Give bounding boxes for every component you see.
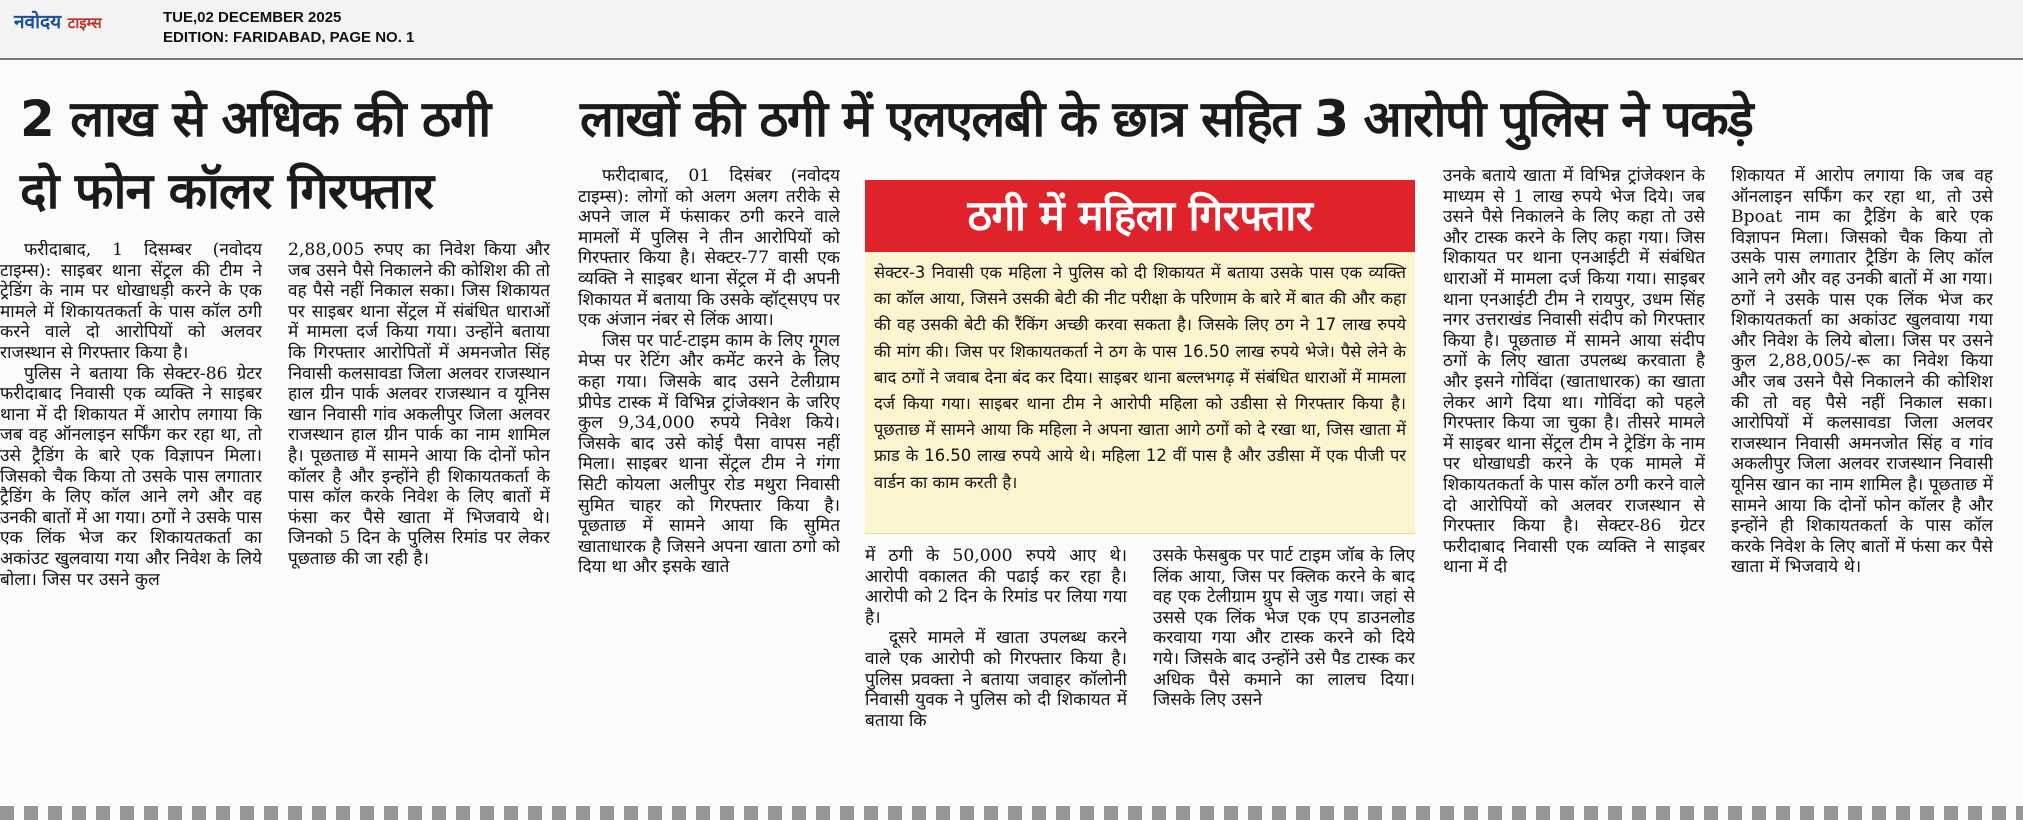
story2-paragraph: उसके फेसबुक पर पार्ट टाइम जॉब के लिए लिंक आया, जिस पर क्लिक करने के बाद वह एक टेलीग्राम ग्रुप से जुड गया। जहां से उससे एक लिंक भेज एक एप डाउनलोड करवाया गया और टास्क करने को दिये गये। जिसके बाद उन्होंने उसे पैड टास्क कर अधिक पैसे कमाने का लालच दिया। जिसके लिए उसने [1153, 546, 1415, 711]
story1-paragraph: फरीदाबाद, 1 दिसम्बर (नवोदय टाइम्स): साइबर थाना सेंट्रल की टीम ने ट्रेडिंग के नाम पर धोखाधड़ी करने के एक मामले में शिकायतकर्ता के पास कॉल ठगी करने वाले दो आरोपियों को अलवर राजस्थान से गिरफ्तार किया है। [0, 240, 262, 363]
page-header [0, 0, 2023, 60]
logo-text: नवोदय [14, 11, 62, 33]
story2-column-2b [1153, 546, 1415, 796]
logo-subtext: टाइम्स [67, 14, 102, 32]
story1-column-1 [0, 240, 262, 788]
story1-paragraph: 2,88,005 रुपए का निवेश किया और जब उसने पैसे निकालने की कोशिश की तो वह पैसे नहीं निकाल सका। जिस शिकायत पर साइबर थाना सेंट्रल में संबंधित धाराओं में मामला दर्ज किया गया। उन्होंने बताया कि गिरफ्तार आरोपितों में अमनजोत सिंह निवासी कलसावडा जिला अलवर राजस्थान हाल ग्रीन पार्क अलवर राजस्थान व यूनिस खान निवासी गांव अकलीपुर जिला अलवर राजस्थान हाल ग्रीन पार्क का नाम शामिल है। पूछताछ में सामने आया कि दोनों फोन कॉलर है और इन्होंने ही शिकायतकर्ता के पास कॉल करके निवेश के लिए बातों में फंसा कर पैसे खाता में भिजवाये थे। जिनको 5 दिन के पुलिस रिमांड पर लेकर पूछताछ की जा रही है। [288, 240, 550, 569]
story1-headline-line1: 2 लाख से अधिक की ठगी [20, 90, 491, 148]
story2-paragraph: जिस पर पार्ट-टाइम काम के लिए गूगल मेप्स पर रेटिंग और कमेंट करने के लिए कहा गया। जिसके बाद उसने टेलीग्राम प्रीपेड टास्क में विभिन्न ट्रांजेक्शन के जरिए कुल 9,34,000 रुपये निवेश किये। जिसके बाद उसे कोई पैसा वापस नहीं मिला। साइबर थाना सेंट्रल टीम ने गंगा सिटी कोयला अलीपुर रोड मथुरा निवासी सुमित चाहर को गिरफ्तार किया है। पूछताछ में सामने आया कि सुमित खाताधारक है जिसने अपना खाता ठगो को दिया था और इसके खाते [578, 330, 840, 578]
story2-headline: लाखों की ठगी में एलएलबी के छात्र सहित 3 आरोपी पुलिस ने पकड़े [580, 90, 1753, 148]
box-banner: ठगी में महिला गिरफ्तार [865, 180, 1415, 252]
story2-paragraph: शिकायत में आरोप लगाया कि जब वह ऑनलाइन सर्फिंग कर रहा था, तो उसे Bpoat नाम का ट्रैडिंग के बारे एक विज्ञापन मिला। जिसको चैक किया तो उसके पास लगातार ट्रैडिंग के लिए कॉल आने लगे और वह उनकी बातों में आ गया। ठगों ने उसके पास एक लिंक भेज कर शिकायतकर्ता का अकांउट खुलवाया गया और निवेश के लिये बोला। जिस पर उसने कुल 2,88,005/-रू का निवेश किया और जब उसने पैसे निकालने की कोशिश की तो वह पैसे नहीं निकाल सका। आरोपियों में कलसावडा जिला अलवर राजस्थान निवासी अमनजोत सिंह व गांव अकलीपुर जिला अलवर राजस्थान निवासी यूनिस खान का नाम शामिल है। पूछताछ में सामने आया कि दोनों फोन कॉलर है और इन्होंने ही शिकायतकर्ता के पास कॉल करके निवेश के लिए बातों में फंसा कर पैसे खाता में भिजवाये थे। [1731, 166, 1993, 578]
edition-info [163, 8, 414, 48]
story2-paragraph: दूसरे मामले में खाता उपलब्ध करने वाले एक आरोपी को गिरफ्तार किया है। पुलिस प्रवक्ता ने बताया जवाहर कॉलोनी निवासी युवक ने पुलिस को दी शिकायत में बताया कि [865, 628, 1127, 731]
story2-column-3 [1443, 166, 1705, 796]
story1-column-2 [288, 240, 550, 788]
story1-headline-line2: दो फोन कॉलर गिरफ्तार [20, 162, 434, 220]
story2-paragraph: उनके बताये खाता में विभिन्न ट्रांजेक्शन के माध्यम से 1 लाख रुपये भेज दिये। जब उसने पैसे निकालने के लिए कहा तो उसे और टास्क करने के लिए कहा गया। जिस शिकायत पर थाना एनआईटी में संबंधित धाराओं में मामला दर्ज किया गया। साइबर थाना एनआईटी टीम ने रायपुर, उधम सिंह नगर उत्तराखंड निवासी संदीप को गिरफ्तार किया है। पूछताछ में सामने आया संदीप ठगों के लिए खाता उपलब्ध करवाता है और इसने गोविंदा (खाताधारक) का खाता लेकर आगे दिया था। गोविंदा को पहले गिरफ्तार किया जा चुका है। तीसरे मामले में साइबर थाना सेंट्रल टीम ने ट्रेडिंग के नाम पर धोखाधडी करने के एक मामले में शिकायतकर्ता के पास कॉल ठगी करने वाले दो आरोपियों को अलवर राजस्थान से गिरफ्तार किया है। सेक्टर-86 ग्रेटर फरीदाबाद निवासी एक व्यक्ति ने साइबर थाना में दी [1443, 166, 1705, 578]
edition-line: EDITION: FARIDABAD, PAGE NO. 1 [163, 29, 415, 46]
newspaper-logo[interactable] [14, 8, 102, 34]
next-page-edge [0, 806, 2023, 820]
story2-column-1 [578, 166, 840, 796]
story2-column-2a [865, 546, 1127, 796]
story2-paragraph: में ठगी के 50,000 रुपये आए थे। आरोपी वकालत की पढाई कर रहा है। आरोपी को 2 दिन के रिमांड पर लिया गया है। [865, 546, 1127, 628]
story1-paragraph: पुलिस ने बताया कि सेक्टर-86 ग्रेटर फरीदाबाद निवासी एक व्यक्ति ने साइबर थाना में दी शिकायत में आरोप लगाया कि जब वह ऑनलाइन सर्फिंग कर रहा था, तो उसे ट्रैडिंग के बारे एक विज्ञापन मिला। जिसको चैक किया तो उसके पास लगातार ट्रैडिंग के लिए कॉल आने लगे और वह उनकी बातों में आ गया। ठगों ने उसके पास एक लिंक भेज कर शिकायतकर्ता का अकांउट खुलवाया गया और निवेश के लिये बोला। जिस पर उसने कुल [0, 363, 262, 590]
box-text: सेक्टर-3 निवासी एक महिला ने पुलिस को दी शिकायत में बताया उसके पास एक व्यक्ति का कॉल आया, जिसने उसकी बेटी की नीट परीक्षा के परिणाम के बारे में बात की और कहा की वह उसकी बेटी की रैंकिंग अच्छी करवा सकता है। जिसके लिए ठग ने 17 लाख रुपये की मांग की। जिस पर शिकायतकर्ता ने ठग के पास 16.50 लाख रुपये भेजे। पैसे लेने के बाद ठगों ने जवाब देना बंद कर दिया। साइबर थाना बल्लभगढ़ में संबंधित धाराओं में मामला दर्ज किया गया। साइबर थाना टीम ने आरोपी महिला को उडीसा से गिरफ्तार किया है। पूछताछ में सामने आया कि महिला ने अपना खाता आगे ठगों को दे रखा था, जिस खाता में फ्राड के 16.50 लाख रुपये आये थे। महिला 12 वीं पास है और उडीसा में एक पीजी पर वार्डन का काम करती है। [865, 252, 1415, 534]
story2-paragraph: फरीदाबाद, 01 दिसंबर (नवोदय टाइम्स): लोगों को अलग अलग तरीके से अपने जाल में फंसाकर ठगी करने वाले मामलों में पुलिस ने तीन आरोपियों को गिरफ्तार किया है। सेक्टर-77 वासी एक व्यक्ति ने साइबर थाना सेंट्रल में दी अपनी शिकायत में बताया कि उसके व्हॉट्सएप पर एक अंजान नंबर से लिंक आया। [578, 166, 840, 331]
issue-date: TUE,02 DECEMBER 2025 [163, 9, 342, 26]
story2-column-4 [1731, 166, 1993, 796]
